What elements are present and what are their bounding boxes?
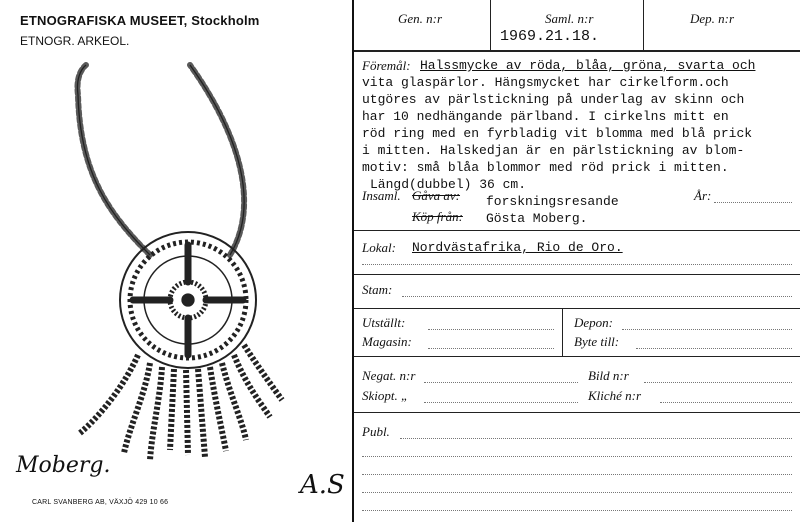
foremal-label: Föremål:	[362, 58, 411, 73]
publ-field-5[interactable]	[362, 510, 792, 511]
necklace-drawing	[50, 55, 330, 475]
saml-label: Saml. n:r	[545, 11, 594, 26]
stam-label: Stam:	[362, 282, 393, 297]
foremal-line-2: utgöres av pärlstickning på underlag av skinn och	[362, 92, 745, 107]
utstallt-separator	[562, 308, 563, 356]
collector-signature: Moberg.	[16, 453, 111, 478]
magasin-label: Magasin:	[362, 334, 412, 349]
depon-field[interactable]	[622, 329, 792, 330]
utstallt-label: Utställt:	[362, 315, 406, 330]
stam-bottom-line	[354, 308, 800, 309]
byte-label: Byte till:	[574, 334, 620, 349]
foremal-line-5: i mitten. Halskedjan är en pärlstickning av blom-	[362, 143, 745, 158]
bild-label: Bild n:r	[588, 368, 629, 383]
magasin-field[interactable]	[428, 348, 554, 349]
bild-field[interactable]	[644, 382, 792, 383]
lokal-value: Nordvästafrika, Rio de Oro.	[412, 240, 623, 255]
insaml-value-2: Gösta Moberg.	[486, 211, 588, 226]
negat-label: Negat. n:r	[362, 368, 416, 383]
insaml-label: Insaml.	[362, 188, 401, 203]
byte-field[interactable]	[636, 348, 792, 349]
insaml-bottom-line	[354, 230, 800, 231]
foremal-line-1: vita glaspärlor. Hängsmycket har cirkelform.och	[362, 75, 729, 90]
printer-imprint: CARL SVANBERG AB, VÄXJÖ 429 10 66	[32, 499, 169, 506]
publ-field-4[interactable]	[362, 492, 792, 493]
gava-label: Gåva av:	[412, 188, 461, 203]
foremal-line-3: har 10 nedhängande pärlband. I cirkelns mitt en	[362, 109, 729, 124]
museum-department: ETNOGR. ARKEOL.	[20, 34, 130, 48]
negat-field[interactable]	[424, 382, 578, 383]
foremal-line-4: röd ring med en fyrbladig vit blomma med blå prick	[362, 126, 753, 141]
publ-label: Publ.	[362, 424, 390, 439]
depon-label: Depon:	[574, 315, 613, 330]
publ-field-2[interactable]	[362, 456, 792, 457]
utstallt-field[interactable]	[428, 329, 554, 330]
foremal-first-line: Halssmycke av röda, blåa, gröna, svarta och	[420, 58, 756, 73]
card-divider	[352, 0, 354, 522]
dep-label: Dep. n:r	[690, 11, 735, 26]
kliche-label: Kliché n:r	[588, 388, 642, 403]
cataloger-initials: A.S	[300, 470, 345, 500]
ar-field[interactable]	[714, 202, 792, 203]
skiopt-bottom-line	[354, 412, 800, 413]
insaml-value-1: forskningsresande	[486, 194, 619, 209]
museum-city: Stockholm	[191, 13, 260, 28]
foremal-line-6: motiv: små blåa blommor med röd prick i mitten.	[362, 160, 729, 175]
saml-value: 1969.21.18.	[500, 28, 600, 45]
kop-label: Köp från:	[412, 209, 463, 224]
header-bottom-line	[354, 50, 800, 52]
langd-line: Längd(dubbel) 36 cm.	[370, 177, 527, 192]
publ-field-3[interactable]	[362, 474, 792, 475]
publ-field-1[interactable]	[400, 438, 792, 439]
lokal-extra-line	[362, 264, 792, 265]
skiopt-label: Skiopt. „	[362, 388, 409, 403]
skiopt-field[interactable]	[424, 402, 578, 403]
museum-title	[20, 13, 260, 28]
gen-label: Gen. n:r	[398, 11, 443, 26]
lokal-label: Lokal:	[362, 240, 396, 255]
lokal-bottom-line	[354, 274, 800, 275]
stam-field[interactable]	[402, 296, 792, 297]
header-separator-1	[490, 0, 491, 50]
magasin-bottom-line	[354, 356, 800, 357]
header-separator-2	[643, 0, 644, 50]
kliche-field[interactable]	[660, 402, 792, 403]
ar-label: År:	[694, 188, 712, 203]
museum-name: ETNOGRAFISKA MUSEET,	[20, 13, 188, 28]
